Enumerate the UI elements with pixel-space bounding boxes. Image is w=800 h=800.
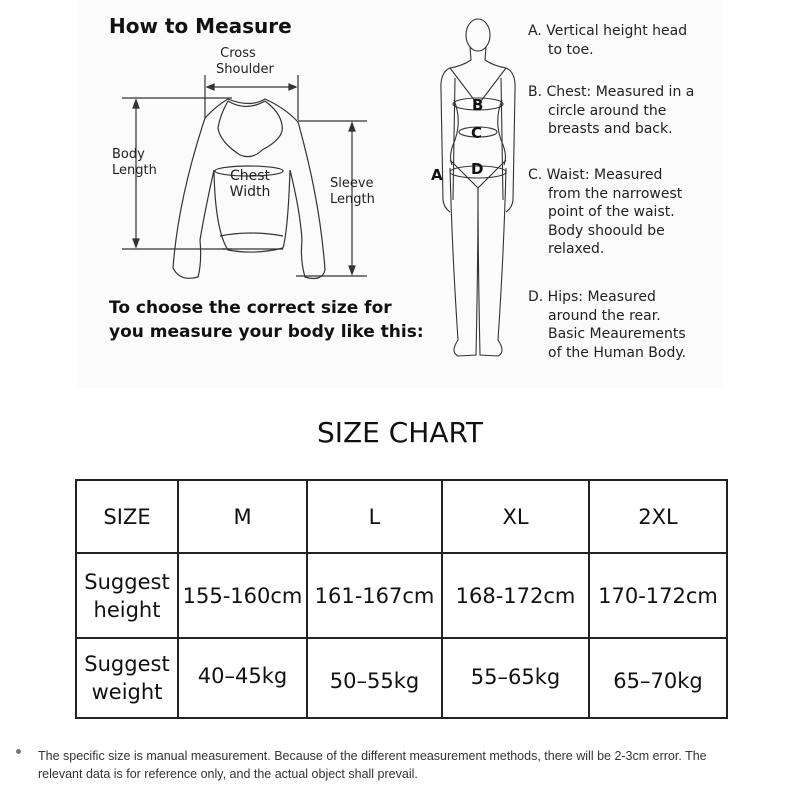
weight-l (307, 638, 442, 718)
description-d (528, 288, 686, 362)
marker-b: B (472, 96, 484, 114)
description-b-line: breasts and back. (548, 121, 673, 137)
weight-m (178, 638, 307, 718)
description-a (528, 22, 687, 59)
height-l: 161-167cm (307, 553, 442, 638)
description-d-line: around the rear. (548, 307, 661, 324)
marker-a: A (431, 166, 443, 184)
height-xl: 168-172cm (442, 553, 589, 638)
description-d-line: of the Human Body. (548, 344, 687, 361)
human-body-figure (441, 19, 515, 356)
cross-shoulder-line2: Shoulder (216, 62, 274, 77)
footnote-line: The specific size is manual measurement. Because of the different measurement methods, there will be 2-3cm error. The (38, 749, 707, 763)
description-d-line: D. Hips: Measured (528, 289, 656, 305)
instruction-line1: To choose the correct size for (109, 298, 392, 318)
body-length-line2: Length (112, 163, 157, 178)
marker-d: D (471, 160, 484, 178)
description-b (528, 83, 694, 139)
sleeve-length-line2: Length (330, 192, 375, 207)
weight-l-value: 50–55kg (329, 669, 420, 693)
row-label-height (76, 553, 178, 638)
header-size-m: M (178, 480, 307, 553)
cross-shoulder-line1: Cross (220, 46, 256, 61)
weight-xl (442, 638, 589, 718)
row-label-weight (76, 638, 178, 718)
size-chart-table (75, 479, 728, 719)
height-m: 155-160cm (178, 553, 307, 638)
body-length-line1: Body (112, 147, 145, 162)
description-c-line: Body shoould be (548, 222, 665, 239)
row-label-line: weight (91, 680, 163, 704)
weight-xl-value: 55–65kg (470, 665, 561, 689)
table-header-row (76, 480, 727, 553)
table-row-height (76, 553, 727, 638)
row-label-line: height (93, 597, 161, 622)
description-c (528, 166, 682, 259)
description-a-line: to toe. (548, 41, 594, 58)
measure-instruction (109, 296, 424, 344)
sleeve-length-label (330, 176, 380, 208)
description-b-line: circle around the (548, 102, 667, 119)
header-size-xl: XL (442, 480, 589, 553)
header-size-l: L (307, 480, 442, 553)
cross-shoulder-label (216, 46, 274, 78)
chest-width-line1: Chest (229, 168, 271, 184)
chest-width-label (226, 168, 274, 200)
description-c-line: relaxed. (548, 241, 605, 257)
instruction-line2: you measure your body like this: (109, 322, 424, 342)
description-a-line: A. Vertical height head (528, 23, 688, 39)
table-row-weight (76, 638, 727, 718)
description-c-line: from the narrowest (548, 185, 683, 202)
marker-c: C (471, 124, 483, 142)
how-to-measure-title: How to Measure (109, 14, 292, 38)
height-2xl: 170-172cm (589, 553, 727, 638)
description-b-line: B. Chest: Measured in a (528, 84, 695, 100)
body-length-label (112, 147, 158, 179)
sleeve-length-line1: Sleeve (330, 176, 374, 191)
weight-m-value: 40–45kg (197, 664, 288, 688)
footnote (38, 747, 798, 783)
size-chart-title: SIZE CHART (316, 416, 484, 449)
header-size-label: SIZE (76, 480, 178, 553)
weight-2xl-value: 65–70kg (613, 669, 703, 693)
row-label-line: Suggest (84, 569, 170, 594)
header-size-2xl: 2XL (589, 480, 727, 553)
weight-2xl (589, 638, 727, 718)
chest-width-line2: Width (229, 184, 271, 200)
row-label-line: Suggest (84, 652, 170, 676)
footnote-line: relevant data is for reference only, and the actual object shall prevail. (38, 767, 418, 781)
description-c-line: C. Waist: Measured (528, 167, 663, 183)
bullet-icon (16, 749, 21, 754)
description-c-line: point of the waist. (548, 204, 675, 220)
description-d-line: Basic Meaurements (548, 326, 686, 342)
